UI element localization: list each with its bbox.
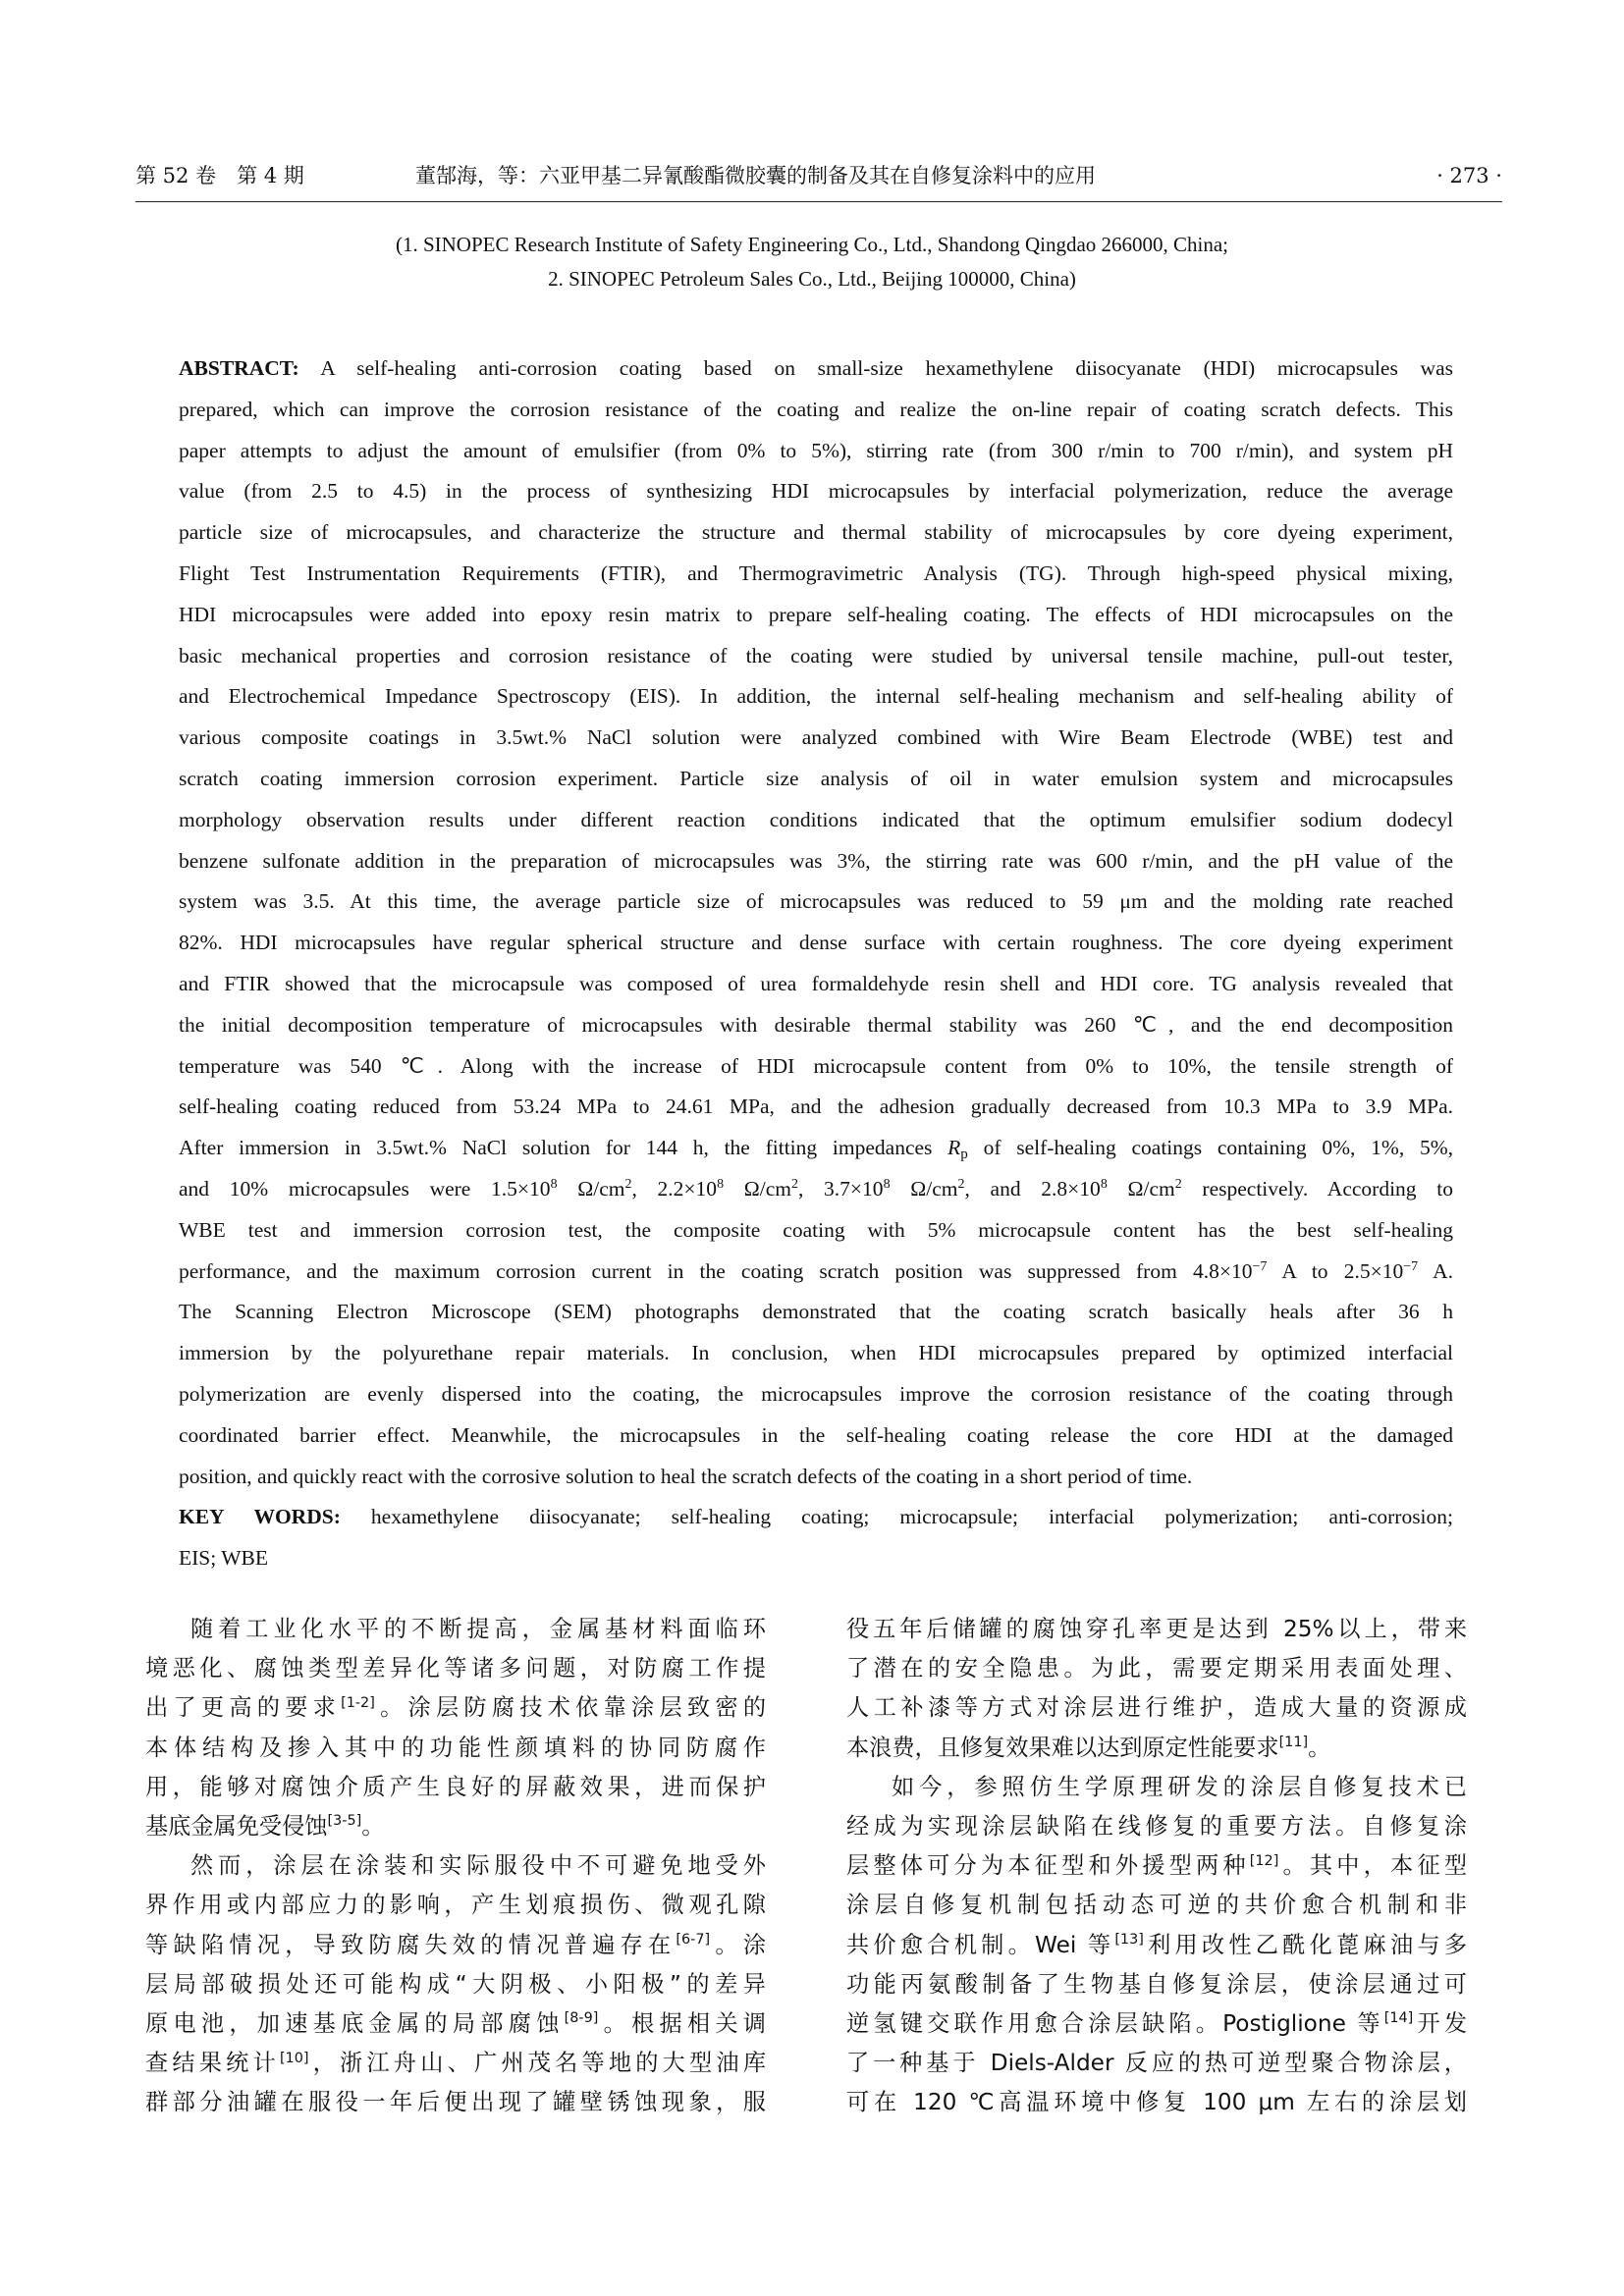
affiliations [196, 228, 1428, 296]
abstract-line: basic mechanical properties and corrosion resistance of the coating were studied by universal tensile machine, pull-out tester, [179, 643, 1453, 667]
body-line: 群部分油罐在服役一年后便出现了罐壁锈蚀现象，服 [145, 2089, 766, 2116]
abstract-line: various composite coatings in 3.5wt.% NaCl solution were analyzed combined with Wire Beam Electrode (WBE) test and [179, 725, 1453, 750]
abstract-line: morphology observation results under different reaction conditions indicated that the optimum emulsifier sodium dodecyl [179, 807, 1453, 831]
english-abstract [179, 348, 1453, 1579]
body-line: 逆氢键交联作用愈合涂层缺陷。Postiglione 等[14]开发 [846, 2010, 1468, 2038]
abstract-line: and Electrochemical Impedance Spectroscopy (EIS). In addition, the internal self-healing mechanism and self-healing ability of [179, 684, 1453, 709]
keywords-line: EIS; WBE [179, 1546, 268, 1571]
abstract-line: value (from 2.5 to 4.5) in the process of synthesizing HDI microcapsules by interfacial polymerization, reduce the average [179, 479, 1453, 504]
abstract-line: self-healing coating reduced from 53.24 MPa to 24.61 MPa, and the adhesion gradually decreased from 10.3 MPa to 3.9 MPa. [179, 1095, 1453, 1119]
body-column-left [145, 1610, 766, 2123]
body-line: 了潜在的安全隐患。为此，需要定期采用表面处理、 [846, 1655, 1467, 1682]
header-rule [135, 201, 1502, 202]
body-line: 原电池，加速基底金属的局部腐蚀[8-9]。根据相关调 [145, 2010, 766, 2038]
body-line: 层整体可分为本征型和外援型两种[12]。其中，本征型 [846, 1852, 1468, 1880]
keywords-label: KEY WORDS: [179, 1505, 341, 1529]
citation-ref: [11] [1278, 1734, 1309, 1750]
abstract-line: the initial decomposition temperature of microcapsules with desirable thermal stability was 260 ℃, and the end decomposition [179, 1012, 1453, 1037]
abstract-line: immersion by the polyurethane repair materials. In conclusion, when HDI microcapsules prepared by optimized interfacial [179, 1341, 1453, 1365]
abstract-line: system was 3.5. At this time, the average particle size of microcapsules was reduced to 59 μm and the molding rate reached [179, 889, 1453, 914]
body-line: 了一种基于 Diels-Alder 反应的热可逆型聚合物涂层， [846, 2050, 1467, 2077]
abstract-line: The Scanning Electron Microscope (SEM) photographs demonstrated that the coating scratch basically heals after 36 h [179, 1300, 1453, 1324]
citation-ref: [13] [1114, 1932, 1144, 1948]
running-header [135, 157, 1502, 194]
body-line: 查结果统计[10]，浙江舟山、广州茂名等地的大型油库 [145, 2050, 767, 2077]
abstract-line: performance, and the maximum corrosion current in the coating scratch position was suppressed from $4.8\times 10^{-7}$ A to $2.5\times 10^{-7}$ A. [179, 1258, 1453, 1283]
body-line: 境恶化、腐蚀类型差异化等诸多问题，对防腐工作提 [145, 1655, 766, 1682]
citation-ref: [3-5] [327, 1813, 362, 1830]
body-line: 可在 120 ℃高温环境中修复 100 μm 左右的涂层划 [846, 2089, 1467, 2116]
abstract-line: HDI microcapsules were added into epoxy resin matrix to prepare self-healing coating. The effects of HDI microcapsules on the [179, 602, 1453, 626]
body-line: 随着工业化水平的不断提高，金属基材料面临环 [190, 1616, 766, 1642]
body-line: 出了更高的要求[1-2]。涂层防腐技术依靠涂层致密的 [145, 1694, 767, 1722]
abstract-line: particle size of microcapsules, and characterize the structure and thermal stability of microcapsules by core dyeing experiment, [179, 520, 1453, 545]
abstract-line: paper attempts to adjust the amount of emulsifier (from 0% to 5%), stirring rate (from 300 r/min to 700 r/min), and system pH [179, 438, 1453, 462]
body-line: 经成为实现涂层缺陷在线修复的重要方法。自修复涂 [846, 1813, 1467, 1841]
body-line: 界作用或内部应力的影响，产生划痕损伤、微观孔隙 [145, 1892, 766, 1919]
abstract-line: 82%. HDI microcapsules have regular spherical structure and dense surface with certain roughness. The core dyeing experiment [179, 931, 1453, 955]
body-column-right [846, 1610, 1467, 2123]
journal-volume-issue: 第 52 卷 第 4 期 [135, 164, 304, 187]
body-line: 层局部破损处还可能构成“大阴极、小阳极”的差异 [145, 1970, 766, 1998]
abstract-line: After immersion in 3.5wt.% NaCl solution for 144 h, the fitting impedances Rp of self-healing coatings containing 0%, 1%, 5%, [179, 1136, 1453, 1162]
abstract-line: prepared, which can improve the corrosion resistance of the coating and realize the on-line repair of coating scratch defects. This [179, 397, 1453, 421]
abstract-line: polymerization are evenly dispersed into the coating, the microcapsules improve the corrosion resistance of the coating through [179, 1381, 1453, 1406]
abstract-line: position, and quickly react with the corrosive solution to heal the scratch defects of the coating in a short period of time. [179, 1464, 1193, 1488]
body-line: 涂层自修复机制包括动态可逆的共价愈合机制和非 [846, 1892, 1467, 1919]
citation-ref: [14] [1383, 2010, 1414, 2027]
abstract-label: ABSTRACT: [179, 356, 299, 380]
abstract-line: and 10% microcapsules were $1.5\times 10^8$ $\Omega/cm^2$, $2.2\times 10^8$ $\Omega/cm^2$, $3.7\times 10^8$ $\Omega/cm^2$, and $2.8\times 10^8$ $\Omega/cm^2$ respectively. According to [179, 1176, 1453, 1201]
body-line: 如今，参照仿生学原理研发的涂层自修复技术已 [892, 1773, 1467, 1800]
running-title: 董郜海，等：六亚甲基二异氰酸酯微胶囊的制备及其在自修复涂料中的应用 [415, 164, 1096, 187]
body-line: 功能丙氨酸制备了生物基自修复涂层，使涂层通过可 [846, 1970, 1467, 1998]
keywords-line: KEY WORDS: hexamethylene diisocyanate; self-healing coating; microcapsule; interfacial polymerization; anti-corrosion; [179, 1505, 1454, 1529]
abstract-line: and FTIR showed that the microcapsule was composed of urea formaldehyde resin shell and HDI core. TG analysis revealed that [179, 971, 1453, 995]
affiliation-line-2: 2. SINOPEC Petroleum Sales Co., Ltd., Beijing 100000, China) [548, 267, 1076, 291]
citation-ref: [8-9] [564, 2010, 599, 2027]
abstract-line: temperature was 540 ℃. Along with the increase of HDI microcapsule content from 0% to 10%, the tensile strength of [179, 1053, 1453, 1078]
abstract-line: coordinated barrier effect. Meanwhile, the microcapsules in the self-healing coating release the core HDI at the damaged [179, 1422, 1453, 1447]
abstract-line: WBE test and immersion corrosion test, the composite coating with 5% microcapsule content has the best self-healing [179, 1217, 1453, 1242]
citation-ref: [10] [279, 2050, 309, 2066]
affiliation-line-1: (1. SINOPEC Research Institute of Safety Engineering Co., Ltd., Shandong Qingdao 266000, China; [395, 233, 1229, 256]
abstract-line: benzene sulfonate addition in the preparation of microcapsules was 3%, the stirring rate was 600 r/min, and the pH value of the [179, 848, 1453, 873]
body-line: 然而，涂层在涂装和实际服役中不可避免地受外 [190, 1852, 766, 1880]
page-number: · 273 · [1436, 164, 1502, 187]
citation-ref: [1-2] [341, 1694, 375, 1711]
body-line: 本体结构及掺入其中的功能性颜填料的协同防腐作 [145, 1734, 766, 1761]
body-line: 本浪费，且修复效果难以达到原定性能要求[11]。 [846, 1734, 1331, 1761]
body-line: 人工补漆等方式对涂层进行维护，造成大量的资源成 [846, 1694, 1467, 1722]
body-line: 等缺陷情况，导致防腐失效的情况普遍存在[6-7]。涂 [145, 1931, 767, 1958]
body-line: 基底金属免受侵蚀[3-5]。 [145, 1813, 385, 1841]
citation-ref: [6-7] [676, 1932, 711, 1948]
abstract-line: scratch coating immersion corrosion experiment. Particle size analysis of oil in water emulsion system and microcapsules [179, 766, 1453, 790]
body-line: 共价愈合机制。Wei 等[13]利用改性乙酰化蓖麻油与多 [846, 1931, 1467, 1958]
abstract-line: Flight Test Instrumentation Requirements (FTIR), and Thermogravimetric Analysis (TG). Through high-speed physical mixing, [179, 561, 1453, 585]
body-line: 用，能够对腐蚀介质产生良好的屏蔽效果，进而保护 [145, 1773, 766, 1800]
body-line: 役五年后储罐的腐蚀穿孔率更是达到 25%以上，带来 [846, 1616, 1467, 1642]
abstract-line: ABSTRACT: A self-healing anti-corrosion coating based on small-size hexamethylene diisocyanate (HDI) microcapsules was [179, 356, 1453, 380]
citation-ref: [12] [1249, 1852, 1279, 1869]
